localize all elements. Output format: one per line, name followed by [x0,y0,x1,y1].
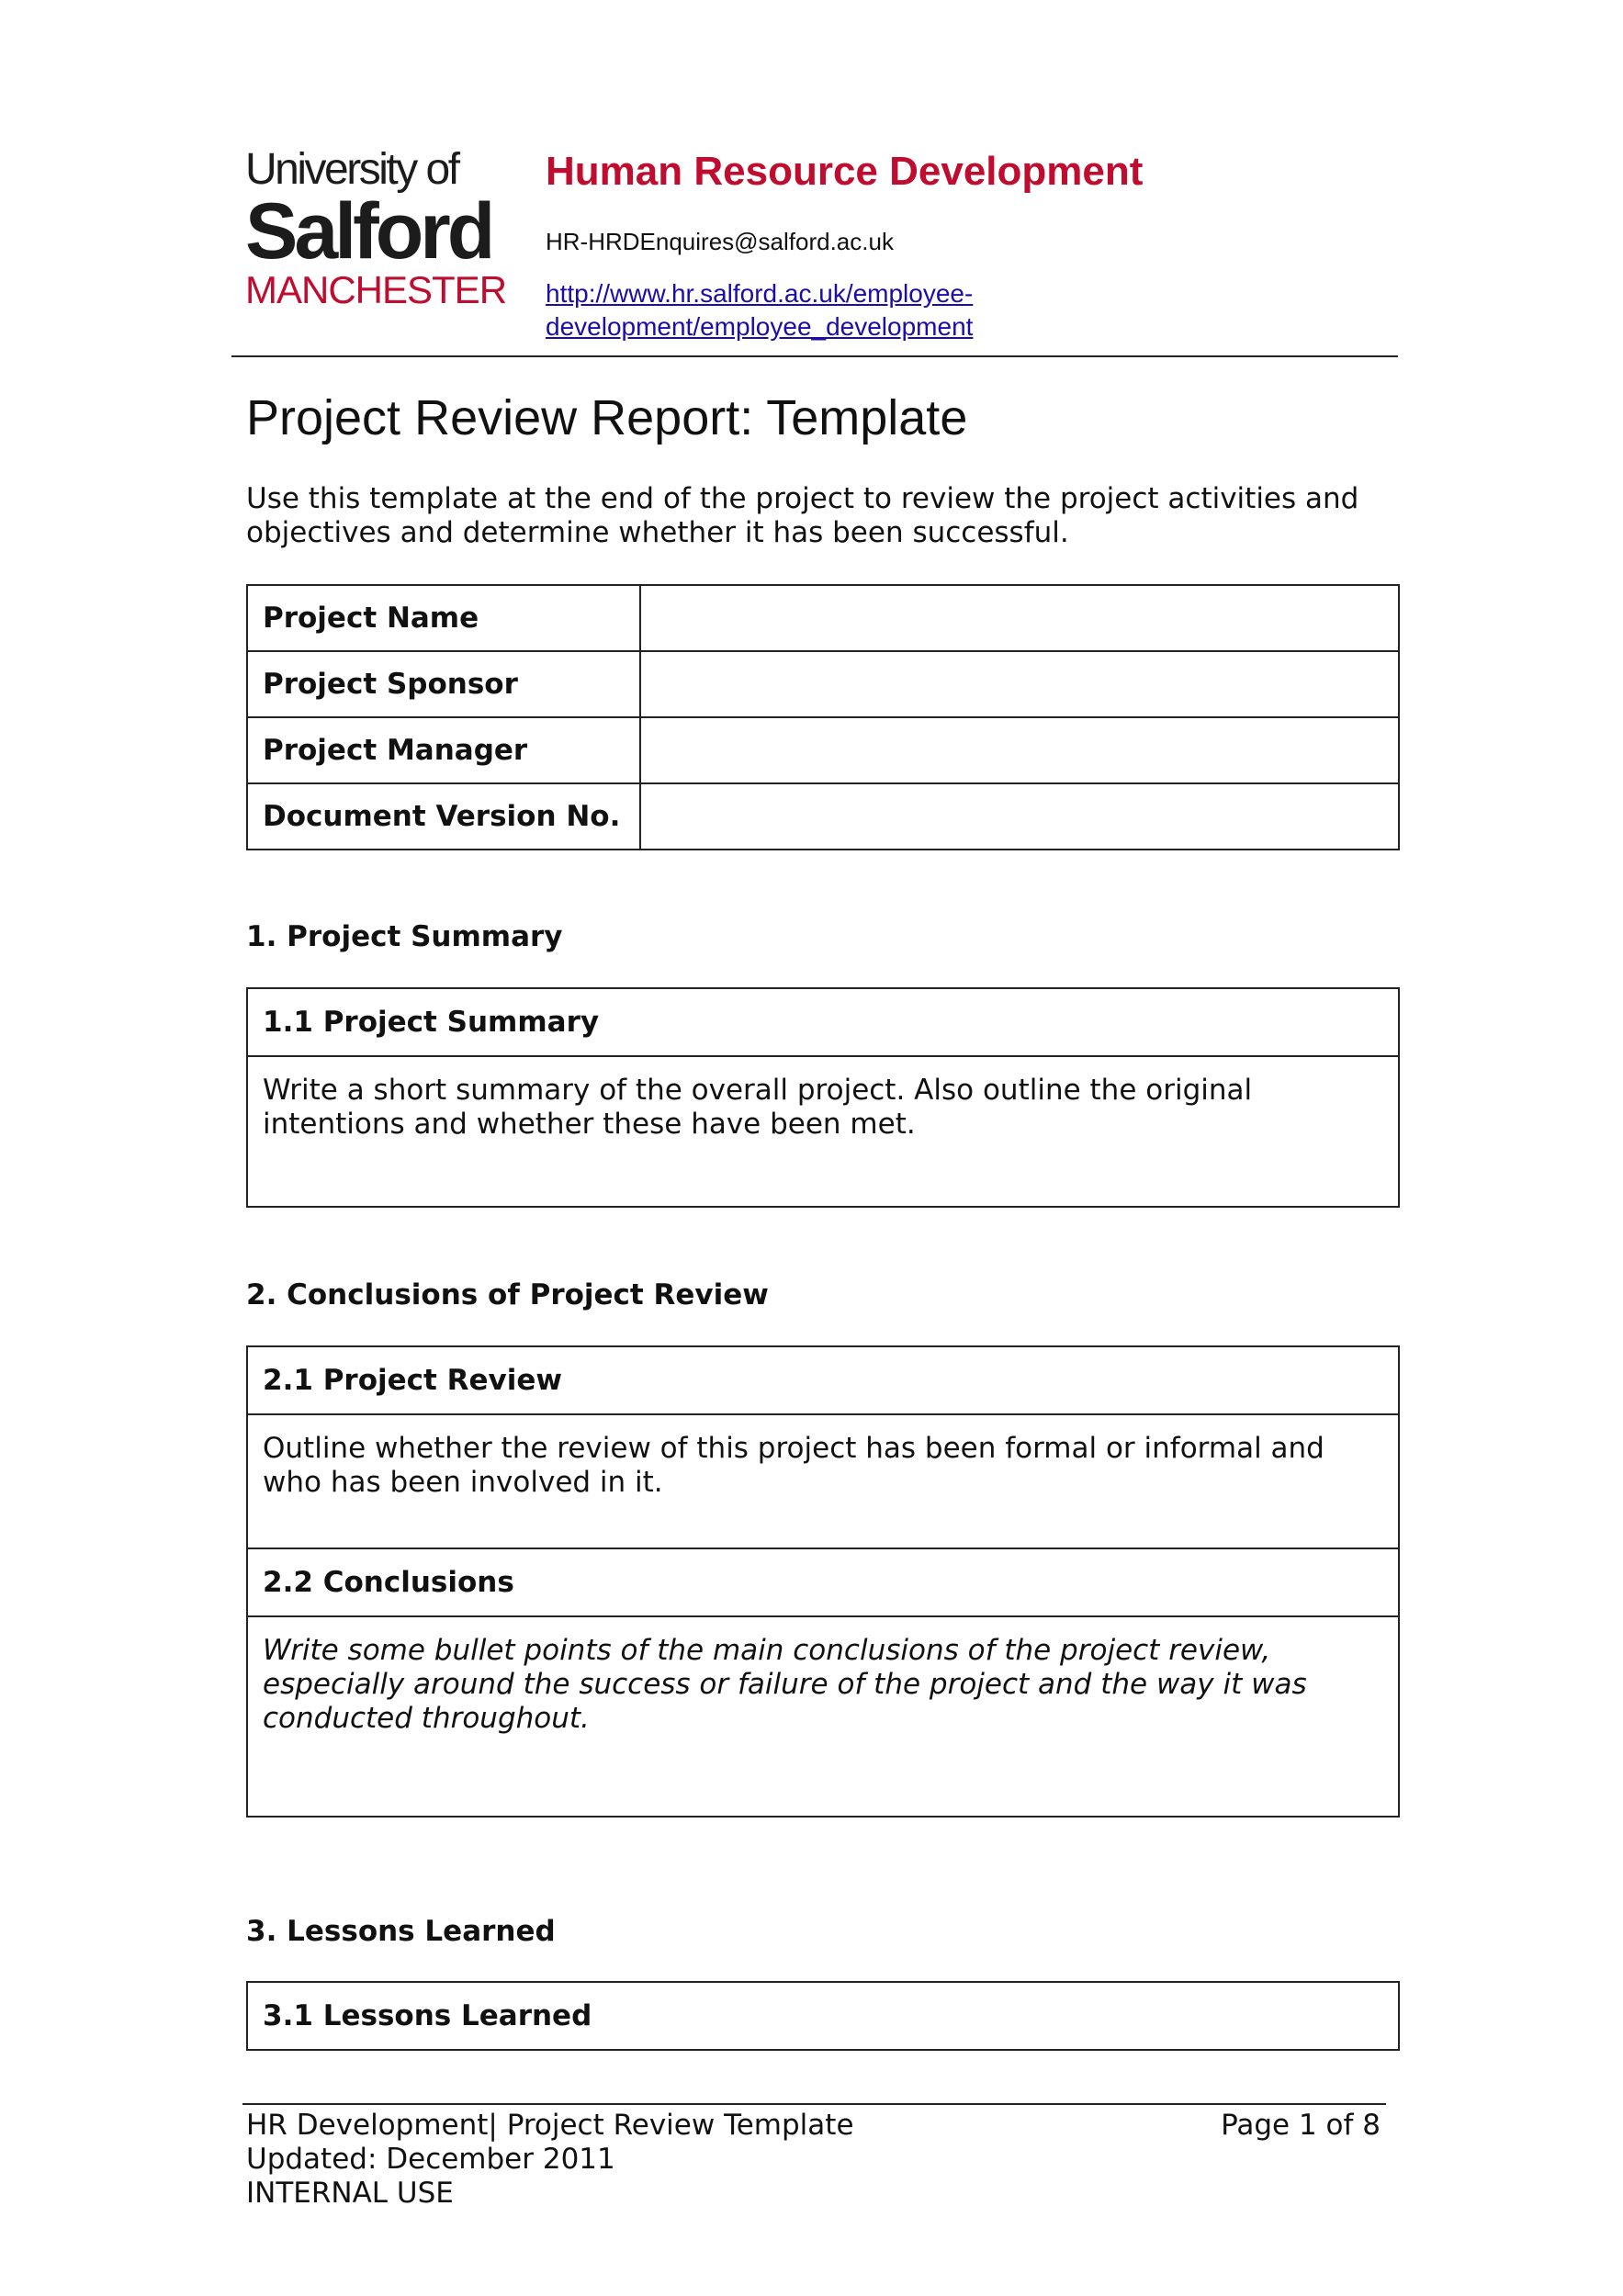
project-sponsor-field[interactable] [640,651,1399,717]
footer-page-number: Page 1 of 8 [1221,2109,1381,2142]
lessons-learned-box [246,1981,1400,2051]
university-logo [245,145,507,311]
header-divider [231,355,1398,357]
table-row [247,783,1399,850]
page-title: Project Review Report: Template [246,390,968,445]
lessons-learned-box-heading: 3.1 Lessons Learned [263,1999,592,2032]
logo-line-1: University of [245,145,458,194]
footer-divider [242,2103,1386,2105]
section-3-heading: 3. Lessons Learned [246,1915,556,1948]
table-row [247,651,1399,717]
conclusions-box [246,1345,1400,1818]
project-sponsor-label: Project Sponsor [247,651,640,717]
project-review-box-heading: 2.1 Project Review [248,1347,1398,1415]
project-manager-field[interactable] [640,717,1399,783]
department-title: Human Resource Development [546,149,1144,194]
conclusions-box-heading: 2.2 Conclusions [248,1549,1398,1617]
footer-doc-name: HR Development| Project Review Template [246,2109,854,2142]
section-2-heading: 2. Conclusions of Project Review [246,1278,769,1311]
document-version-label: Document Version No. [247,783,640,850]
document-version-field[interactable] [640,783,1399,850]
logo-line-3: MANCHESTER [245,268,507,311]
project-summary-box [246,987,1400,1208]
website-link[interactable]: http://www.hr.salford.ac.uk/employee-development/employee_development [546,279,974,341]
conclusions-box-text[interactable]: Write some bullet points of the main conclusions of the project review, especially around the success or failure of the project and the way it was conducted throughout. [263,1634,1307,1735]
contact-email: HR-HRDEnquires@salford.ac.uk [546,228,894,255]
logo-line-2: Salford [245,187,492,276]
table-row [247,585,1399,651]
project-manager-label: Project Manager [247,717,640,783]
table-row [247,717,1399,783]
project-review-box-text[interactable]: Outline whether the review of this project has been formal or informal and who has been involved in it. [248,1415,1398,1549]
footer-classification: INTERNAL USE [246,2177,454,2210]
project-name-label: Project Name [247,585,640,651]
project-summary-box-heading: 1.1 Project Summary [248,989,1398,1057]
footer-updated: Updated: December 2011 [246,2143,615,2176]
project-info-table [246,584,1400,850]
intro-text: Use this template at the end of the project to review the project activities and objectives and determine whether it has been successful. [246,482,1359,549]
project-summary-box-text[interactable]: Write a short summary of the overall project. Also outline the original intentions and whether these have been met. [263,1074,1253,1141]
project-name-field[interactable] [640,585,1399,651]
section-1-heading: 1. Project Summary [246,920,563,953]
